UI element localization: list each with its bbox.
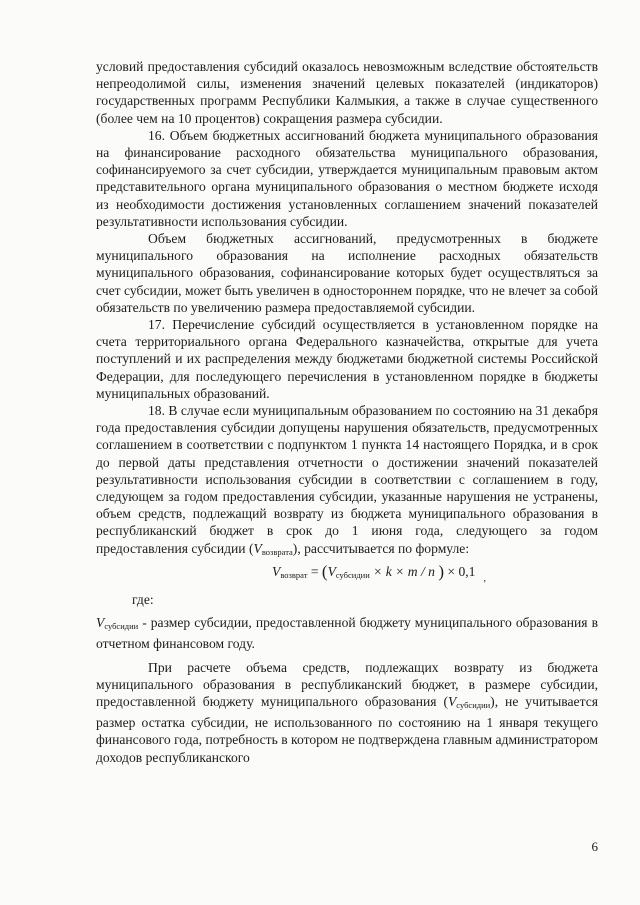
symbol-v-subsidii-inline: $V_{субсидии}$ xyxy=(447,693,491,710)
paragraph-18-formula-intro: предоставления субсидии $(V_{возврата})$, рассчитывается по формуле: xyxy=(96,540,470,557)
formula-v-subsidii: $V_{субсидии}$ xyxy=(327,563,370,580)
symbol-v-subsidii: $V_{субсидии}$ xyxy=(96,615,139,632)
document-body xyxy=(96,58,598,766)
page-number: 6 xyxy=(591,839,598,854)
formula-lhs: $V_{возврат}$ xyxy=(272,563,308,580)
formula-expression: $V_{возврат} = (V_{субсидии} \times k \times m / n$ ) × 0,1 $_,$ xyxy=(272,561,486,584)
paragraph-16: 16. Объем бюджетных ассигнований бюджета муниципального образования на финансирование расходного обязательства муниципального образования, софинансируемого за счет субсидии, утверждается муниципальным правовым актом представительного органа муниципального образования о местном бюджете исходя из необходимости достижения установленных соглашением значений показателей результативности использования субсидии. xyxy=(96,127,598,229)
paragraph-17: 17. Перечисление субсидий осуществляется в установленном порядке на счета территориального органа Федерального казначейства, открытые для учета поступлений и их распределения между бюджетами бюджетной системы Российской Федерации, для последующего перечисления в установленном порядке в бюджеты муниципальных образований. xyxy=(96,317,598,401)
paragraph-continuation: условий предоставления субсидий оказалось невозможным вследствие обстоятельств непреодолимой силы, изменения значений целевых показателей (индикаторов) государственных программ Республики Калмыкия, а также в случае существенного (более чем на 10 процентов) сокращения размера субсидии. xyxy=(96,59,598,126)
definition-v-subsidii: $V_{субсидии}$ - размер субсидии, предоставленной бюджету муниципального образования в отчетном финансовом году. xyxy=(96,615,598,652)
paragraph-18: 18. В случае если муниципальным образованием по состоянию на 31 декабря года предоставления субсидии допущены нарушения обязательств, предусмотренных соглашением в соответствии с подпунктом 1 пункта 14 настоящего Порядка, и в срок до первой даты представления отчетности о достижении значений показателей результативности использования субсидии в соответствии с соглашением в году, следующем за годом предоставления субсидии, указанные нарушения не устранены, объем средств, подлежащий возврату из бюджета муниципального образования в республиканский бюджет в срок до 1 июня года, следующего за годом xyxy=(96,403,598,539)
symbol-v-vozvrata: $V_{возврата}$ xyxy=(253,540,293,557)
formula xyxy=(96,561,598,583)
paragraph-return-calculation: При расчете объема средств, подлежащих возврату из бюджета муниципального образования в республиканский бюджет, в размере субсидии, предоставленной бюджету муниципального образования $(V_{субсидии})$, не учитывается размер остатка субсидии, не использованного по состоянию на 1 января текущего финансового года, потребность в котором не подтверждена главным администратором доходов республиканского xyxy=(96,659,598,765)
where-label: где: xyxy=(132,591,154,607)
paragraph-16-budget-volume: Объем бюджетных ассигнований, предусмотренных в бюджете муниципального образования на исполнение расходных обязательств муниципального образования, софинансирование которых будет осуществляться за счет субсидии, может быть увеличен в одностороннем порядке, что не влечет за собой обязательств по увеличению размера предоставляемой субсидии. xyxy=(96,231,598,315)
